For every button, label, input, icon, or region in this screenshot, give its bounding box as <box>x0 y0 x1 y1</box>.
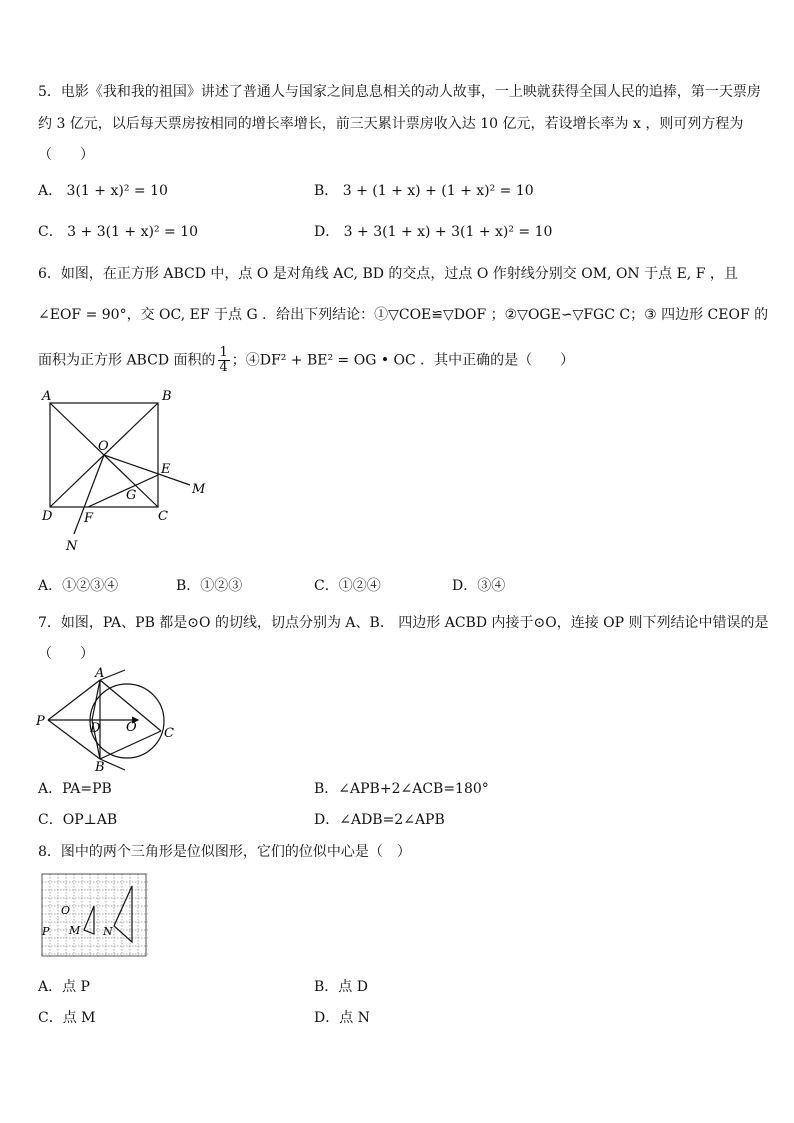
label-o: O <box>61 904 71 917</box>
label-d: D <box>42 509 53 524</box>
q6-stem-line-3 <box>38 346 574 375</box>
q7-stem-line-2: （ ） <box>38 646 94 662</box>
segment-ef <box>88 475 158 507</box>
q8-option-b[interactable]: B．点 D <box>314 979 368 995</box>
label-f: F <box>84 511 94 526</box>
tangent-pa <box>48 680 100 720</box>
label-b: B <box>95 760 105 774</box>
q5-option-a[interactable]: A． 3(1 + x)² = 10 <box>38 183 168 199</box>
label-o: O <box>126 720 137 735</box>
q6-option-a[interactable]: A．①②③④ <box>38 578 119 594</box>
label-m: M <box>192 482 206 497</box>
chord-ad <box>92 680 100 720</box>
q6-stem-line-3-start: 面积为正方形 ABCD 面积的 <box>38 352 216 369</box>
label-a: A <box>42 389 52 404</box>
q5-option-c[interactable]: C． 3 + 3(1 + x)² = 10 <box>38 224 199 240</box>
q5-stem-line-3: （ ） <box>38 147 94 163</box>
q6-square-figure <box>30 384 220 556</box>
q6-stem-line-3-end: ；④DF² + BE² = OG • OC ．其中正确的是（ ） <box>231 352 575 369</box>
q5-stem-line-1: 5．电影《我和我的祖国》讲述了普通人与国家之间息息相关的动人故事，一上映就获得全国人民的追捧，第一天票房 <box>38 84 761 100</box>
q6-option-c[interactable]: C．①②④ <box>314 578 381 594</box>
label-o: O <box>98 439 109 454</box>
q6-stem-line-2: ∠EOF = 90°，交 OC, EF 于点 G ．给出下列结论：①▽COE≌▽DOF ；②▽OGE∽▽FGC C；③ 四边形 CEOF 的 <box>38 307 769 323</box>
q5-stem-line-2: 约 3 亿元，以后每天票房按相同的增长率增长，前三天累计票房收入达 10 亿元，若设增长率为 x ，则可列方程为 <box>38 116 744 132</box>
q5-option-d[interactable]: D． 3 + 3(1 + x) + 3(1 + x)² = 10 <box>314 224 553 240</box>
label-e: E <box>161 462 171 477</box>
q8-option-c[interactable]: C．点 M <box>38 1010 96 1026</box>
q7-option-a[interactable]: A．PA=PB <box>38 781 112 797</box>
label-c: C <box>164 726 174 741</box>
q8-grid-figure <box>40 872 152 962</box>
q5-option-b[interactable]: B． 3 + (1 + x) + (1 + x)² = 10 <box>314 183 534 199</box>
q7-option-d[interactable]: D．∠ADB=2∠APB <box>314 812 445 828</box>
label-m: M <box>69 924 81 937</box>
label-d: D <box>90 721 101 736</box>
q8-option-a[interactable]: A．点 P <box>38 979 90 995</box>
chord-bc <box>100 731 161 759</box>
label-g: G <box>126 488 137 503</box>
label-n: N <box>103 925 113 938</box>
q8-option-d[interactable]: D．点 N <box>314 1010 370 1026</box>
q6-stem-line-1: 6．如图，在正方形 ABCD 中，点 O 是对角线 AC, BD 的交点，过点 O 作射线分别交 OM, ON 于点 E, F ，且 <box>38 266 738 282</box>
q7-option-c[interactable]: C．OP⊥AB <box>38 812 118 828</box>
q6-option-b[interactable]: B．①②③ <box>176 578 243 594</box>
one-quarter-fraction <box>218 346 230 375</box>
q6-option-d[interactable]: D．③④ <box>452 578 506 594</box>
label-p: P <box>42 925 50 938</box>
label-p: P <box>36 714 45 729</box>
label-c: C <box>158 509 168 524</box>
q7-stem-line-1: 7．如图，PA、PB 都是⊙O 的切线，切点分别为 A、B． 四边形 ACBD 内接于⊙O，连接 OP 则下列结论中错误的是 <box>38 615 769 631</box>
label-b: B <box>162 389 172 404</box>
fraction-denominator: 4 <box>219 360 228 375</box>
label-n: N <box>66 539 78 554</box>
fraction-numerator: 1 <box>219 345 228 360</box>
q8-stem-line-1: 8．图中的两个三角形是位似图形，它们的位似中心是（ ） <box>38 844 411 860</box>
q7-option-b[interactable]: B．∠APB+2∠ACB=180° <box>314 781 489 797</box>
label-a: A <box>95 666 105 681</box>
q7-circle-figure <box>30 666 190 774</box>
